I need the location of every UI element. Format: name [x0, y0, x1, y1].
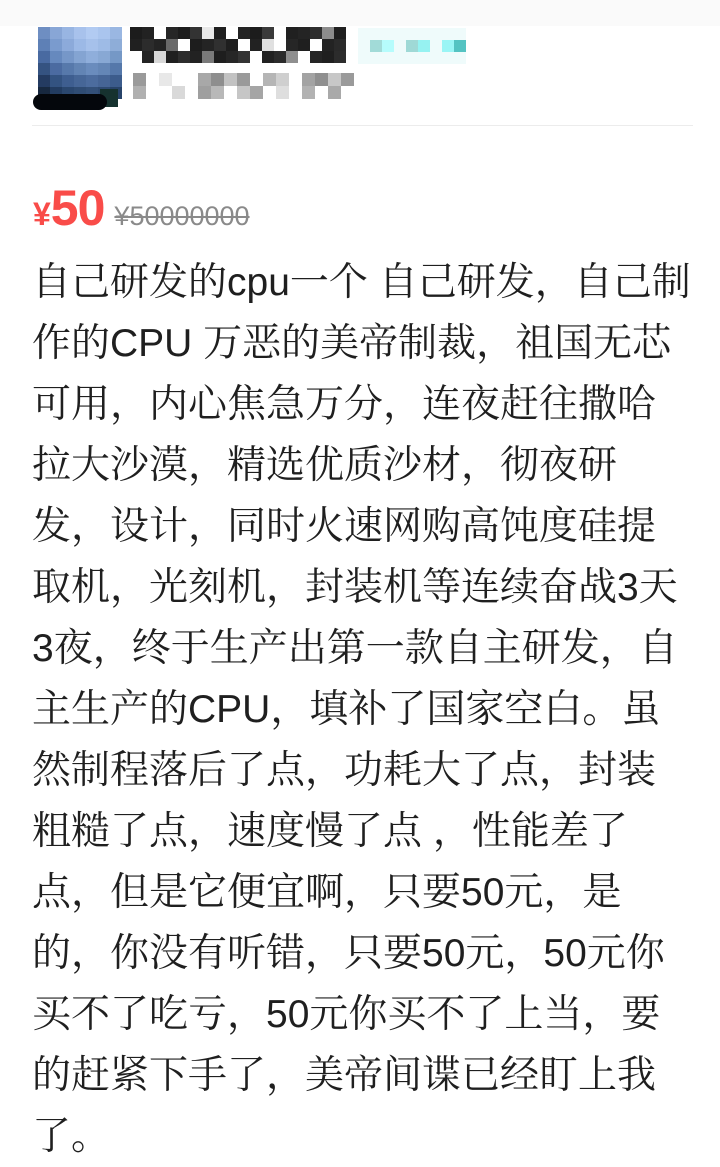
price-current: 50: [50, 180, 105, 236]
user-badges-redacted: [358, 28, 466, 64]
price-original-strikethrough: ¥50000000: [114, 201, 250, 231]
price-currency-symbol: ¥: [33, 196, 51, 232]
avatar-laptop-base: [33, 94, 107, 110]
price-row: [33, 180, 250, 236]
seller-header: [0, 0, 720, 125]
post-meta-redacted: [133, 73, 354, 99]
header-divider: [32, 125, 693, 126]
user-avatar[interactable]: [38, 27, 122, 111]
item-description: 自己研发的cpu一个 自己研发，自己制作的CPU 万恶的美帝制裁，祖国无芯可用，内心焦急万分，连夜赶往撒哈拉大沙漠，精选优质沙材，彻夜研发，设计，同时火速网购高饨度硅提取机，光刻机，封装机等连续奋战3天3夜，终于生产出第一款自主研发，自主生产的CPU，填补了国家空白。虽然制程落后了点，功耗大了点，封装粗糙了点，速度慢了点 ，性能差了点，但是它便宜啊，只要50元，是的，你没有听错，只要50元，50元你买不了吃亏，50元你买不了上当，要的赶紧下手了，美帝间谍已经盯上我了。: [32, 261, 691, 1158]
username-redacted[interactable]: [130, 27, 346, 63]
